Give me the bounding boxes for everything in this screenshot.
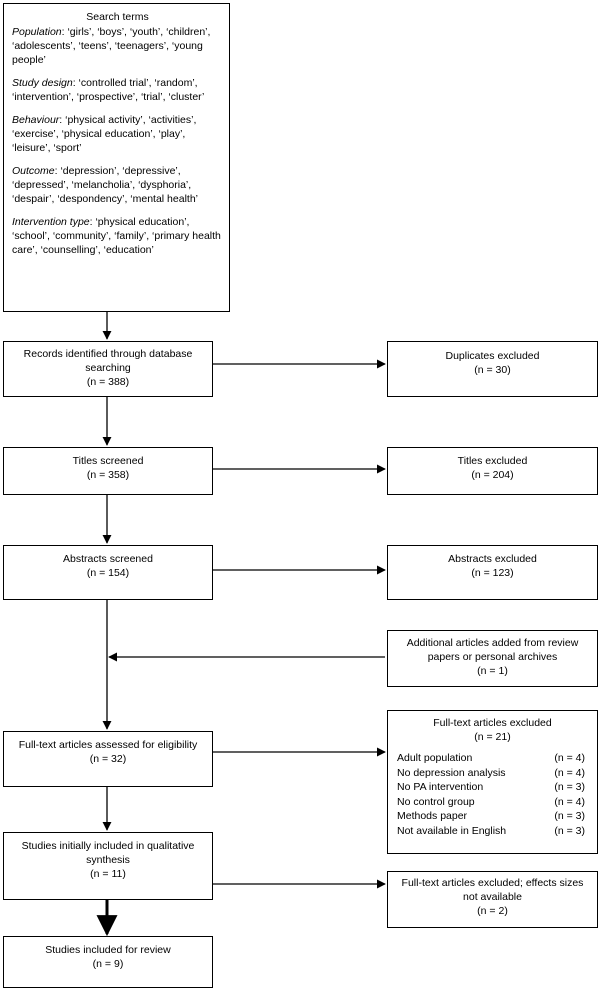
- additional-articles-count: (n = 1): [477, 665, 508, 677]
- additional-articles-title: Additional articles added from review papers or personal archives: [406, 637, 579, 663]
- search-terms-box: [3, 3, 230, 312]
- reason-label: Methods paper: [397, 810, 468, 823]
- reason-count: (n = 3): [554, 810, 585, 823]
- duplicates-excluded-box: [387, 341, 598, 397]
- records-identified-title: Records identified through database searching: [23, 348, 193, 374]
- search-group-population: Population: ‘girls’, ‘boys’, ‘youth’, ‘children’, ‘adolescents’, ‘teens’, ‘teenagers’, ‘young people’: [12, 26, 211, 66]
- reason-count: (n = 4): [554, 766, 585, 779]
- abstracts-screened-box: [3, 545, 213, 600]
- included-count: (n = 9): [92, 958, 124, 970]
- reason-count: (n = 3): [554, 824, 585, 837]
- exclusion-reasons-list: [388, 751, 597, 839]
- fulltext-assessed-box: [3, 731, 213, 787]
- reason-label: No depression analysis: [397, 766, 506, 779]
- abstracts-excluded-box: [387, 545, 598, 600]
- fulltext-excluded-title: Full-text articles excluded: [433, 717, 552, 729]
- reason-count: (n = 3): [554, 781, 585, 794]
- duplicates-excluded-count: (n = 30): [474, 364, 511, 376]
- abstracts-screened-title: Abstracts screened: [63, 553, 153, 565]
- duplicates-excluded-title: Duplicates excluded: [445, 350, 540, 362]
- titles-screened-count: (n = 358): [86, 469, 130, 481]
- records-identified-box: [3, 341, 213, 397]
- search-group-study-design: Study design: ‘controlled trial’, ‘random’, ‘intervention’, ‘prospective’, ‘trial’, ‘cluster’: [12, 77, 205, 103]
- search-group-behaviour: Behaviour: ‘physical activity’, ‘activities’, ‘exercise’, ‘physical education’, ‘play’, ‘leisure’, ‘sport’: [12, 114, 197, 154]
- reason-count: (n = 4): [554, 795, 585, 808]
- additional-articles-box: [387, 630, 598, 687]
- abstracts-excluded-title: Abstracts excluded: [448, 553, 537, 565]
- fulltext-assessed-count: (n = 32): [89, 753, 127, 765]
- records-identified-count: (n = 388): [86, 376, 130, 388]
- abstracts-excluded-count: (n = 123): [471, 567, 514, 579]
- search-group-outcome: Outcome: ‘depression’, ‘depressive’, ‘depressed’, ‘melancholia’, ‘dysphoria’, ‘despair’, ‘despondency’, ‘mental health’: [12, 165, 199, 205]
- fulltext-excluded-count: (n = 21): [474, 731, 511, 743]
- effects-excluded-title: Full-text articles excluded; effects sizes not available: [401, 877, 584, 903]
- search-group-intervention-type: Intervention type: ‘physical education’, ‘school’, ‘community’, ‘family’, ‘primary health care’, ‘counselling’, ‘education’: [12, 216, 221, 256]
- reason-label: Not available in English: [397, 824, 507, 837]
- included-box: [3, 936, 213, 988]
- titles-excluded-count: (n = 204): [471, 469, 514, 481]
- effects-excluded-box: [387, 871, 598, 928]
- initially-included-count: (n = 11): [90, 868, 126, 880]
- titles-screened-box: [3, 447, 213, 495]
- fulltext-assessed-title: Full-text articles assessed for eligibility: [18, 739, 198, 751]
- reason-label: Adult population: [397, 752, 473, 764]
- initially-included-title: Studies initially included in qualitative synthesis: [21, 840, 195, 866]
- titles-excluded-box: [387, 447, 598, 495]
- search-terms-title: Search terms: [86, 11, 149, 23]
- included-title: Studies included for review: [45, 944, 171, 956]
- abstracts-screened-count: (n = 154): [86, 567, 130, 579]
- reason-count: (n = 4): [554, 752, 585, 764]
- reason-label: No PA intervention: [397, 781, 484, 794]
- reason-label: No control group: [397, 795, 475, 808]
- effects-excluded-count: (n = 2): [477, 905, 508, 917]
- titles-excluded-title: Titles excluded: [457, 455, 528, 467]
- titles-screened-title: Titles screened: [72, 455, 144, 467]
- initially-included-box: [3, 832, 213, 900]
- fulltext-excluded-box: [387, 710, 598, 854]
